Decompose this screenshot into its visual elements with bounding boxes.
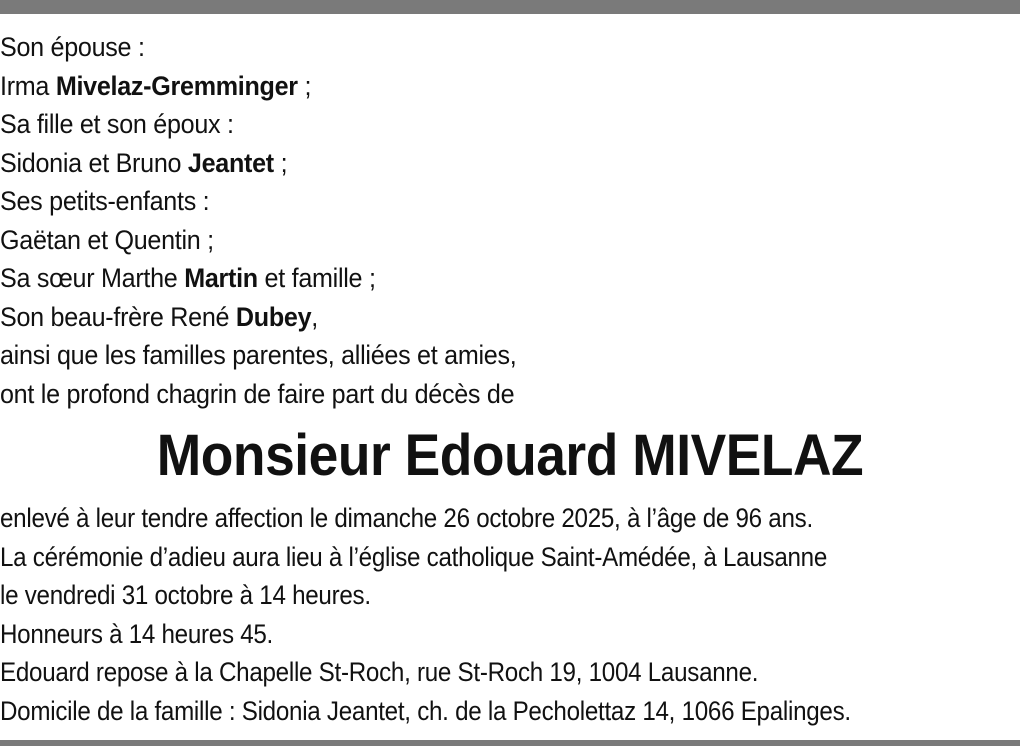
top-border-rule (0, 0, 1020, 14)
deceased-name-heading: Monsieur Edouard MIVELAZ (156, 423, 864, 488)
brother-in-law-punctuation: , (311, 301, 318, 332)
ceremony-line: La cérémonie d’adieu aura lieu à l’église catholique Saint-Amédée, à Lausanne (0, 541, 828, 572)
daughter-last-name: Jeantet (187, 147, 274, 178)
sister-rest: et famille ; (257, 263, 376, 293)
funeral-details (0, 499, 1020, 730)
grandchildren-names: Gaëtan et Quentin ; (0, 224, 214, 255)
daughter-first-names: Sidonia et Bruno (0, 147, 188, 178)
spouse-intro: Son épouse : (0, 32, 145, 62)
relatives-line: ainsi que les familles parentes, alliées et amies, (0, 340, 517, 370)
brother-in-law-line (0, 298, 949, 337)
announcement-line: ont le profond chagrin de faire part du décès de (0, 378, 515, 409)
brother-in-law-first-name: Son beau-frère René (0, 301, 236, 332)
spouse-punctuation: ; (297, 70, 312, 101)
spouse-line (0, 67, 949, 106)
honours-line: Honneurs à 14 heures 45. (0, 618, 273, 649)
resting-place-line: Edouard repose à la Chapelle St-Roch, rue St-Roch 19, 1004 Lausanne. (0, 657, 759, 687)
passing-line: enlevé à leur tendre affection le dimanche 26 octobre 2025, à l’âge de 96 ans. (0, 503, 813, 533)
daughter-intro: Sa fille et son époux : (0, 109, 234, 139)
family-list (0, 28, 1020, 413)
brother-in-law-last-name: Dubey (235, 301, 312, 332)
spouse-first-name: Irma (0, 70, 56, 101)
daughter-line (0, 144, 949, 183)
family-home-line: Domicile de la famille : Sidonia Jeantet, ch. de la Pecholettaz 14, 1066 Epalinges. (0, 695, 851, 726)
sister-last-name: Martin (184, 263, 258, 293)
sister-first-name: Sa sœur Marthe (0, 263, 185, 293)
bottom-border-rule (0, 740, 1020, 746)
sister-line (0, 259, 949, 298)
daughter-punctuation: ; (273, 147, 288, 178)
spouse-last-name: Mivelaz-Gremminger (55, 70, 298, 101)
grandchildren-intro: Ses petits-enfants : (0, 186, 210, 216)
ceremony-date-line: le vendredi 31 octobre à 14 heures. (0, 580, 371, 610)
